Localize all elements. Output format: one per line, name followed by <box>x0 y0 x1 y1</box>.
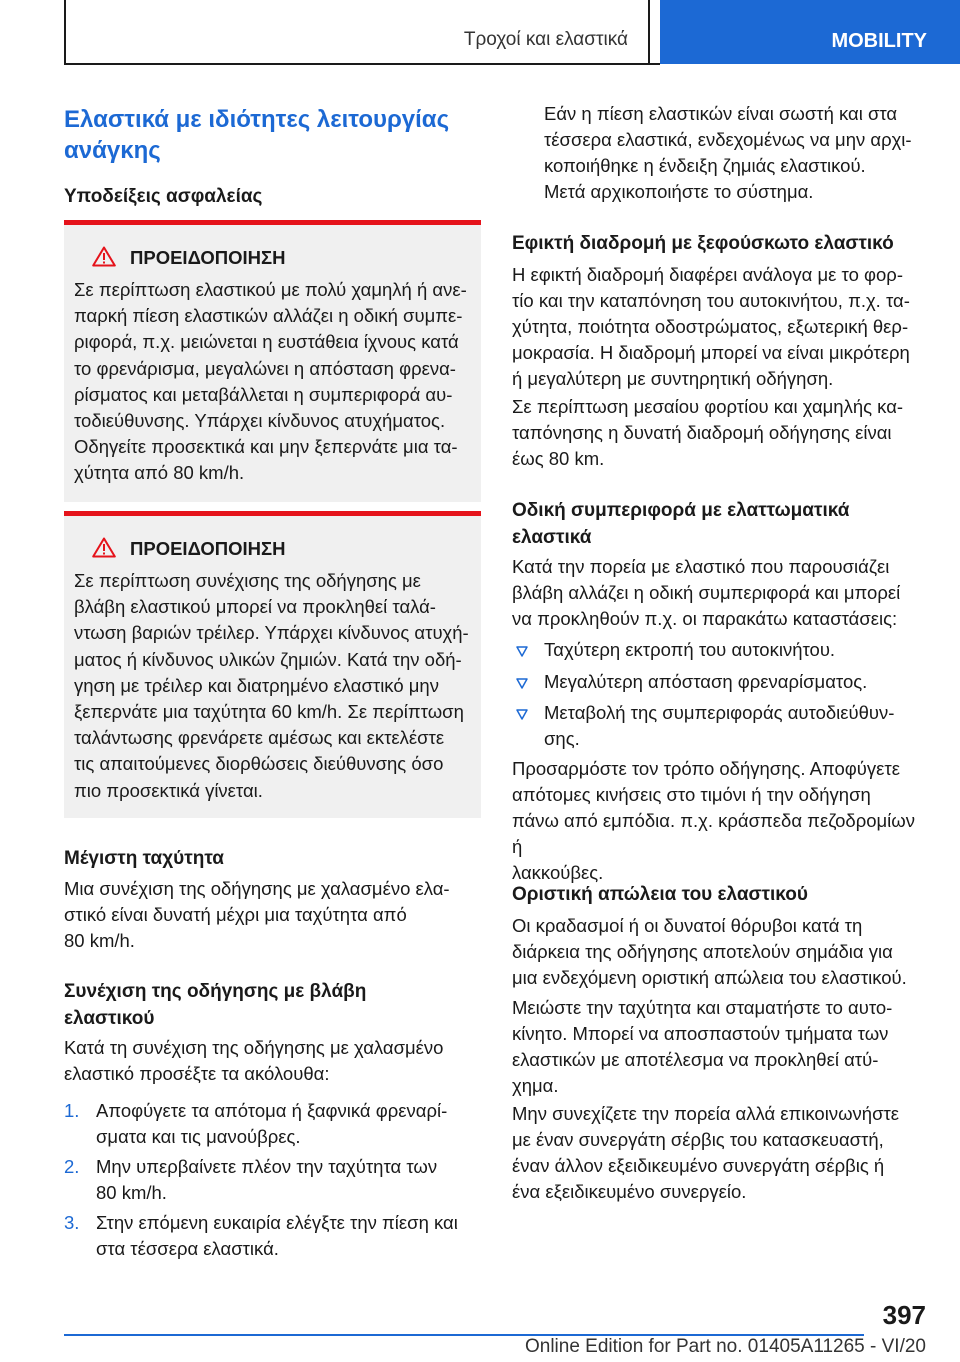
text-line: 80 km/h. <box>64 930 135 951</box>
text-line: Μειώστε την ταχύτητα και σταματήστε το αυτο- <box>512 997 893 1018</box>
text-line: γηση με τρέιλερ και διατρημένο ελαστικό μην <box>74 674 439 696</box>
list-item <box>64 1098 481 1150</box>
text-line: ριφορά, π.χ. μειώνεται η ευστάθεια ίχνους κατά <box>74 331 459 353</box>
text-line: ταλάντωσης φρενάρετε αμέσως και εκτελέστε <box>74 727 445 749</box>
tire-loss-heading: Οριστική απώλεια του ελαστικού <box>512 884 808 905</box>
tire-loss-text <box>512 913 926 991</box>
text-line: Μετά αρχικοποιήστε το σύστημα. <box>544 181 814 202</box>
warning-2-label: ΠΡΟΕΙΔΟΠΟΙΗΣΗ <box>130 538 286 559</box>
step-number: 3. <box>64 1212 80 1233</box>
behavior-text <box>512 554 926 632</box>
text-line: Μια συνέχιση της οδήγησης με χαλασμένο ελα- <box>64 878 450 899</box>
text-line: χημα. <box>512 1075 559 1096</box>
text-line: Μην συνεχίζετε την πορεία αλλά επικοινωνήστε <box>512 1103 900 1124</box>
list-item <box>64 1154 481 1206</box>
text-line: Ταχύτερη εκτροπή του αυτοκινήτου. <box>544 639 836 660</box>
text-line: ξεπερνάτε μια ταχύτητα 60 km/h. Σε περίπτωση <box>74 701 464 723</box>
text-line: μια ενδεχόμενη οριστική απώλεια του ελαστικού. <box>512 967 907 988</box>
text-line: χύτητα από 80 km/h. <box>74 462 245 484</box>
text-line: Προσαρμόστε τον τρόπο οδήγησης. Αποφύγετε <box>512 758 900 779</box>
text-line: παρκή πίεση ελαστικών αλλάζει η οδική συμπε- <box>74 305 463 327</box>
text-line: ρίσματος και μεταβάλλεται η συμπεριφορά αυ- <box>74 383 453 405</box>
text-line: λακκούβες. <box>512 862 604 883</box>
step-text <box>96 1210 481 1262</box>
text-line: Αποφύγετε τα απότομα ή ξαφνικά φρεναρί- <box>96 1100 448 1121</box>
continue-driving-heading <box>64 978 481 1032</box>
text-line: βλάβη ελαστικού μπορεί να προκληθεί ταλά- <box>74 596 436 618</box>
page-header <box>0 0 960 64</box>
text-line: σης. <box>544 728 580 749</box>
service-text <box>512 1101 926 1205</box>
text-line: Μεταβολή της συμπεριφοράς αυτοδιεύθυν- <box>544 702 895 723</box>
bullet-text <box>544 700 926 752</box>
text-line: Μην υπερβαίνετε πλέον την ταχύτητα των <box>96 1156 438 1177</box>
heading-line: Οδική συμπεριφορά με ελαττωματικά <box>512 500 850 521</box>
header-chapter-tab[interactable]: MOBILITY <box>660 0 960 64</box>
adapt-driving-text <box>512 756 926 886</box>
warning-1-text <box>74 277 473 487</box>
section-title <box>64 104 481 166</box>
range-heading: Εφικτή διαδρομή με ξεφούσκωτο ελαστικό <box>512 233 894 254</box>
text-line: ελαστικών με αποτέλεσμα να προκληθεί ατύ- <box>512 1049 879 1070</box>
text-line: βλάβη αλλάζει η οδική συμπεριφορά και μπορεί <box>512 582 901 603</box>
behavior-heading <box>512 497 926 551</box>
bullet-text <box>544 637 926 663</box>
text-line: ή μεγαλύτερη με συντηρητική οδήγηση. <box>512 368 834 389</box>
warning-2-header <box>92 536 285 565</box>
text-line: τοδιεύθυνσης. Υπάρχει κίνδυνος ατυχήματος. <box>74 410 446 432</box>
header-rule-right <box>648 0 650 64</box>
text-line: διάρκεια της οδήγησης αποτελούν σημάδια για <box>512 941 893 962</box>
range-text-2 <box>512 394 926 472</box>
list-item <box>64 1210 481 1262</box>
text-line: χύτητα, ποιότητα οδοστρώματος, εξωτερική θερ- <box>512 316 909 337</box>
text-line: τις απαιτούμενες διορθώσεις διεύθυνσης όσο <box>74 753 444 775</box>
text-line: έως 80 km. <box>512 448 605 469</box>
text-line: στικό είναι δυνατή μέχρι μια ταχύτητα από <box>64 904 407 925</box>
warning-box-1 <box>64 220 481 502</box>
text-line: Οδηγείτε προσεκτικά και μην ξεπερνάτε μια τα- <box>74 436 458 458</box>
warning-2-text <box>74 568 473 804</box>
bullet-text <box>544 669 926 695</box>
text-line: κοποιήθηκε η ένδειξη ζημιάς ελαστικού. <box>544 155 866 176</box>
text-line: τέσσερα ελαστικά, ενδεχομένως να μην αρχι- <box>544 129 912 150</box>
list-item <box>512 637 926 663</box>
reduce-speed-text <box>512 995 926 1099</box>
text-line: Σε περίπτωση μεσαίου φορτίου και χαμηλής κα- <box>512 396 904 417</box>
step-number: 2. <box>64 1156 80 1177</box>
warning-1-header <box>92 245 285 274</box>
text-line: Σε περίπτωση ελαστικού με πολύ χαμηλή ή ανε- <box>74 279 467 300</box>
text-line: Μεγαλύτερη απόσταση φρεναρίσματος. <box>544 671 868 692</box>
text-line: με έναν συνεργάτη σέρβις του κατασκευαστή, <box>512 1129 884 1150</box>
heading-line: Συνέχιση της οδήγησης με βλάβη <box>64 981 367 1002</box>
step-text <box>96 1098 481 1150</box>
text-line: ταπόνησης η δυνατή διαδρομή οδήγησης είναι <box>512 422 892 443</box>
text-line: Οι κραδασμοί ή οι δυνατοί θόρυβοι κατά τη <box>512 915 863 936</box>
text-line: Η εφικτή διαδρομή διαφέρει ανάλογα με το φορ- <box>512 264 903 285</box>
text-line: πάνω από εμπόδια. π.χ. κράσπεδα πεζοδρομίων ή <box>512 810 915 857</box>
heading-line: ελαστικά <box>512 527 592 548</box>
warning-1-label: ΠΡΟΕΙΔΟΠΟΙΗΣΗ <box>130 247 286 268</box>
edition-info: Online Edition for Part no. 01405A11265 - VI/20 <box>524 1336 926 1357</box>
bullet-triangle-icon <box>516 707 528 725</box>
text-line: ματος ή κίνδυνος υλικών ζημιών. Κατά την οδή- <box>74 648 462 670</box>
text-line: ντωση βαριών τρέιλερ. Υπάρχει κίνδυνος ατυχή- <box>74 622 469 644</box>
header-section-title: Τροχοί και ελαστικά <box>463 29 628 50</box>
text-line: Κατά την πορεία με ελαστικό που παρουσιάζει <box>512 556 890 577</box>
text-line: έναν άλλον εξειδικευμένο συνεργάτη σέρβις ή <box>512 1155 885 1176</box>
text-line: Κατά τη συνέχιση της οδήγησης με χαλασμένο <box>64 1037 444 1058</box>
text-line: ελαστικό προσέξτε τα ακόλουθα: <box>64 1063 330 1084</box>
text-line: στα τέσσερα ελαστικά. <box>96 1238 279 1259</box>
range-text <box>512 262 926 392</box>
text-line: τίο και την καταπόνηση του αυτοκινήτου, π.χ. τα- <box>512 290 910 311</box>
text-line: κίνητο. Μπορεί να αποσπαστούν τμήματα των <box>512 1023 889 1044</box>
step-3-continuation <box>544 101 926 205</box>
warning-triangle-icon <box>92 246 116 274</box>
bullet-triangle-icon <box>516 644 528 662</box>
text-line: να προκληθούν π.χ. οι παρακάτω καταστάσεις: <box>512 608 898 629</box>
text-line: σματα και τις μανούβρες. <box>96 1126 301 1147</box>
text-line: απότομες κινήσεις στο τιμόνι ή την οδήγηση <box>512 784 871 805</box>
text-line: πιο προσεκτικά γίνεται. <box>74 779 263 801</box>
warning-box-2 <box>64 511 481 818</box>
text-line: το φρενάρισμα, μεγαλώνει η απόσταση φρενα- <box>74 357 456 379</box>
continue-driving-text <box>64 1035 481 1087</box>
heading-line: ελαστικού <box>64 1008 155 1029</box>
bullet-triangle-icon <box>516 676 528 694</box>
page-number: 397 <box>882 1300 926 1330</box>
text-line: ένα εξειδικευμένο συνεργείο. <box>512 1181 747 1202</box>
text-line: 80 km/h. <box>96 1182 167 1203</box>
list-item <box>512 700 926 752</box>
max-speed-text <box>64 876 481 954</box>
list-item <box>512 669 926 695</box>
text-line: Σε περίπτωση συνέχισης της οδήγησης με <box>74 570 421 591</box>
text-line: Στην επόμενη ευκαιρία ελέγξτε την πίεση και <box>96 1212 458 1233</box>
step-number: 1. <box>64 1100 80 1121</box>
safety-heading: Υποδείξεις ασφαλείας <box>64 186 263 207</box>
step-text <box>96 1154 481 1206</box>
max-speed-heading: Μέγιστη ταχύτητα <box>64 848 224 869</box>
section-title-line1: Ελαστικά με ιδιότητες λειτουργίας <box>64 106 450 133</box>
section-title-line2: ανάγκης <box>64 137 161 164</box>
text-line: μοκρασία. Η διαδρομή μπορεί να είναι μικρότερη <box>512 342 910 363</box>
text-line: Εάν η πίεση ελαστικών είναι σωστή και στα <box>544 103 898 124</box>
warning-triangle-icon <box>92 537 116 565</box>
